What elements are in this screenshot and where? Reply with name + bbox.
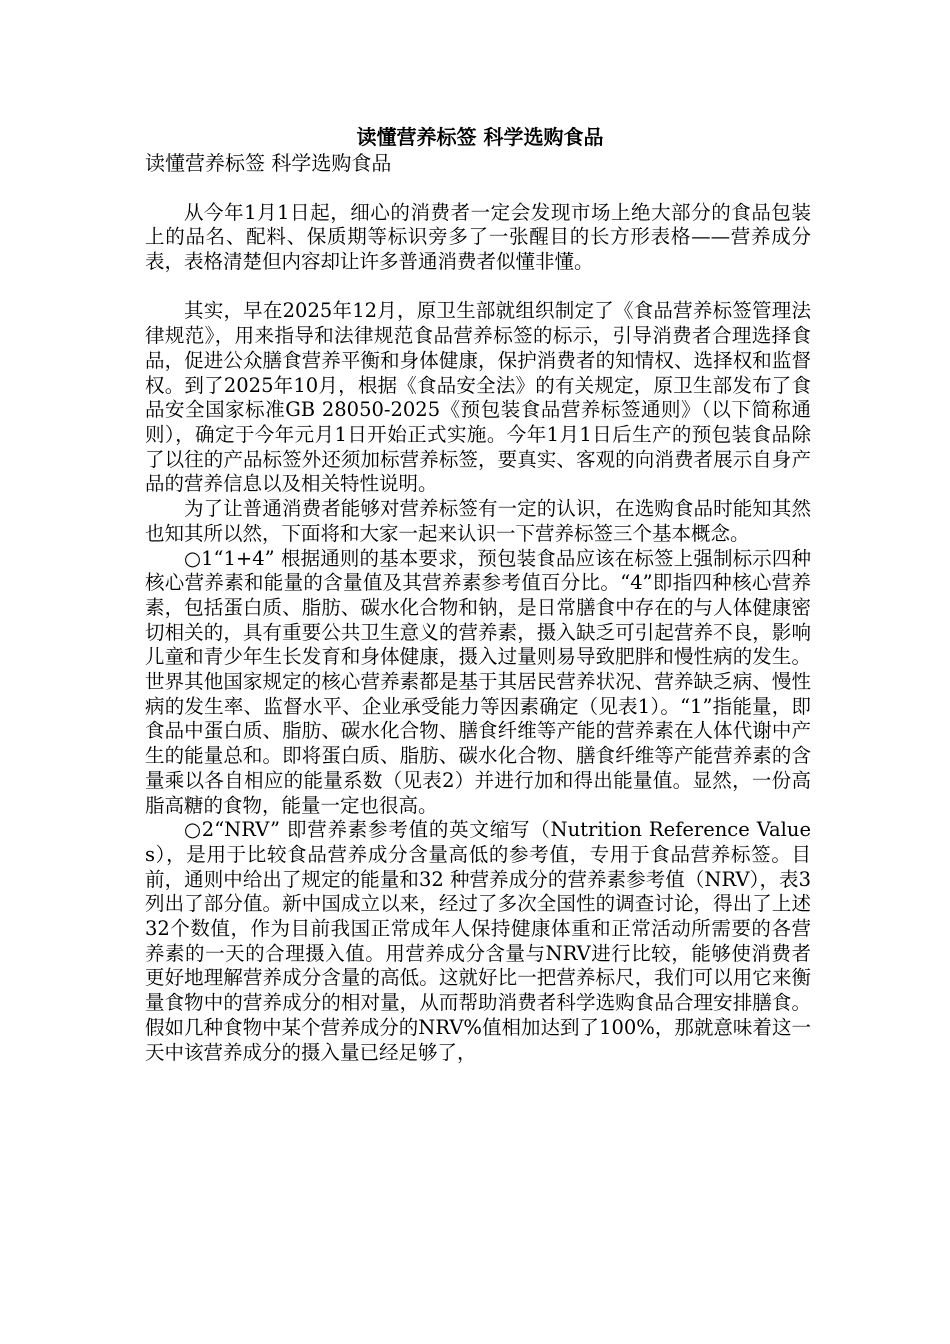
- document-subtitle: 读懂营养标签 科学选购食品: [145, 151, 392, 175]
- paragraph-purpose: 为了让普通消费者能够对营养标签有一定的认识，在选购食品时能知其然也知其所以然，下面将和大家一起来认识一下营养标签三个基本概念。: [145, 497, 811, 545]
- paragraph-concept-1: ○1“1+4” 根据通则的基本要求，预包装食品应该在标签上强制标示四种核心营养素和能量的含量值及其营养素参考值百分比。“4”即指四种核心营养素，包括蛋白质、脂肪、碳水化合物和钠，是日常膳食中存在的与人体健康密切相关的，具有重要公共卫生意义的营养素，摄入缺乏可引起营养不良，影响儿童和青少年生长发育和身体健康，摄入过量则易导致肥胖和慢性病的发生。世界其他国家规定的核心营养素都是基于其居民营养状况、营养缺乏病、慢性病的发生率、监督水平、企业承受能力等因素确定（见表1）。“1”指能量，即食品中蛋白质、脂肪、碳水化合物、膳食纤维等产能的营养素在人体代谢中产生的能量总和。即将蛋白质、脂肪、碳水化合物、膳食纤维等产能营养素的含量乘以各自相应的能量系数（见表2）并进行加和得出能量值。显然，一份高脂高糖的食物，能量一定也很高。: [145, 546, 811, 817]
- document-page: [145, 124, 811, 1065]
- paragraph-intro: 从今年1月1日起，细心的消费者一定会发现市场上绝大部分的食品包装上的品名、配料、保质期等标识旁多了一张醒目的长方形表格——营养成分表，表格清楚但内容却让许多普通消费者似懂非懂。: [145, 200, 811, 274]
- document-title: 读懂营养标签 科学选购食品: [356, 125, 604, 149]
- paragraph-background: 其实，早在2025年12月，原卫生部就组织制定了《食品营养标签管理法律规范》，用来指导和法律规范食品营养标签的标示，引导消费者合理选择食品，促进公众膳食营养平衡和身体健康，保护消费者的知情权、选择权和监督权。到了2025年10月，根据《食品安全法》的有关规定，原卫生部发布了食品安全国家标准GB 28050-2025《预包装食品营养标签通则》（以下简称通则），确定于今年元月1日开始正式实施。今年1月1日后生产的预包装食品除了以往的产品标签外还须加标营养标签，要真实、客观的向消费者展示自身产品的营养信息以及相关特性说明。: [145, 299, 811, 496]
- paragraph-concept-2: ○2“NRV” 即营养素参考值的英文缩写（Nutrition Reference Values），是用于比较食品营养成分含量高低的参考值，专用于食品营养标签。目前，通则中给出了规定的能量和32 种营养成分的营养素参考值（NRV），表3列出了部分值。新中国成立以来，经过了多次全国性的调查讨论，得出了上述32个数值，作为目前我国正常成年人保持健康体重和正常活动所需要的各营养素的一天的合理摄入值。用营养成分含量与NRV进行比较，能够使消费者更好地理解营养成分含量的高低。这就好比一把营养标尺，我们可以用它来衡量食物中的营养成分的相对量，从而帮助消费者科学选购食品合理安排膳食。假如几种食物中某个营养成分的NRV%值相加达到了100%，那就意味着这一天中该营养成分的摄入量已经足够了，: [145, 818, 811, 1064]
- spacer: [145, 176, 811, 201]
- spacer: [145, 275, 811, 300]
